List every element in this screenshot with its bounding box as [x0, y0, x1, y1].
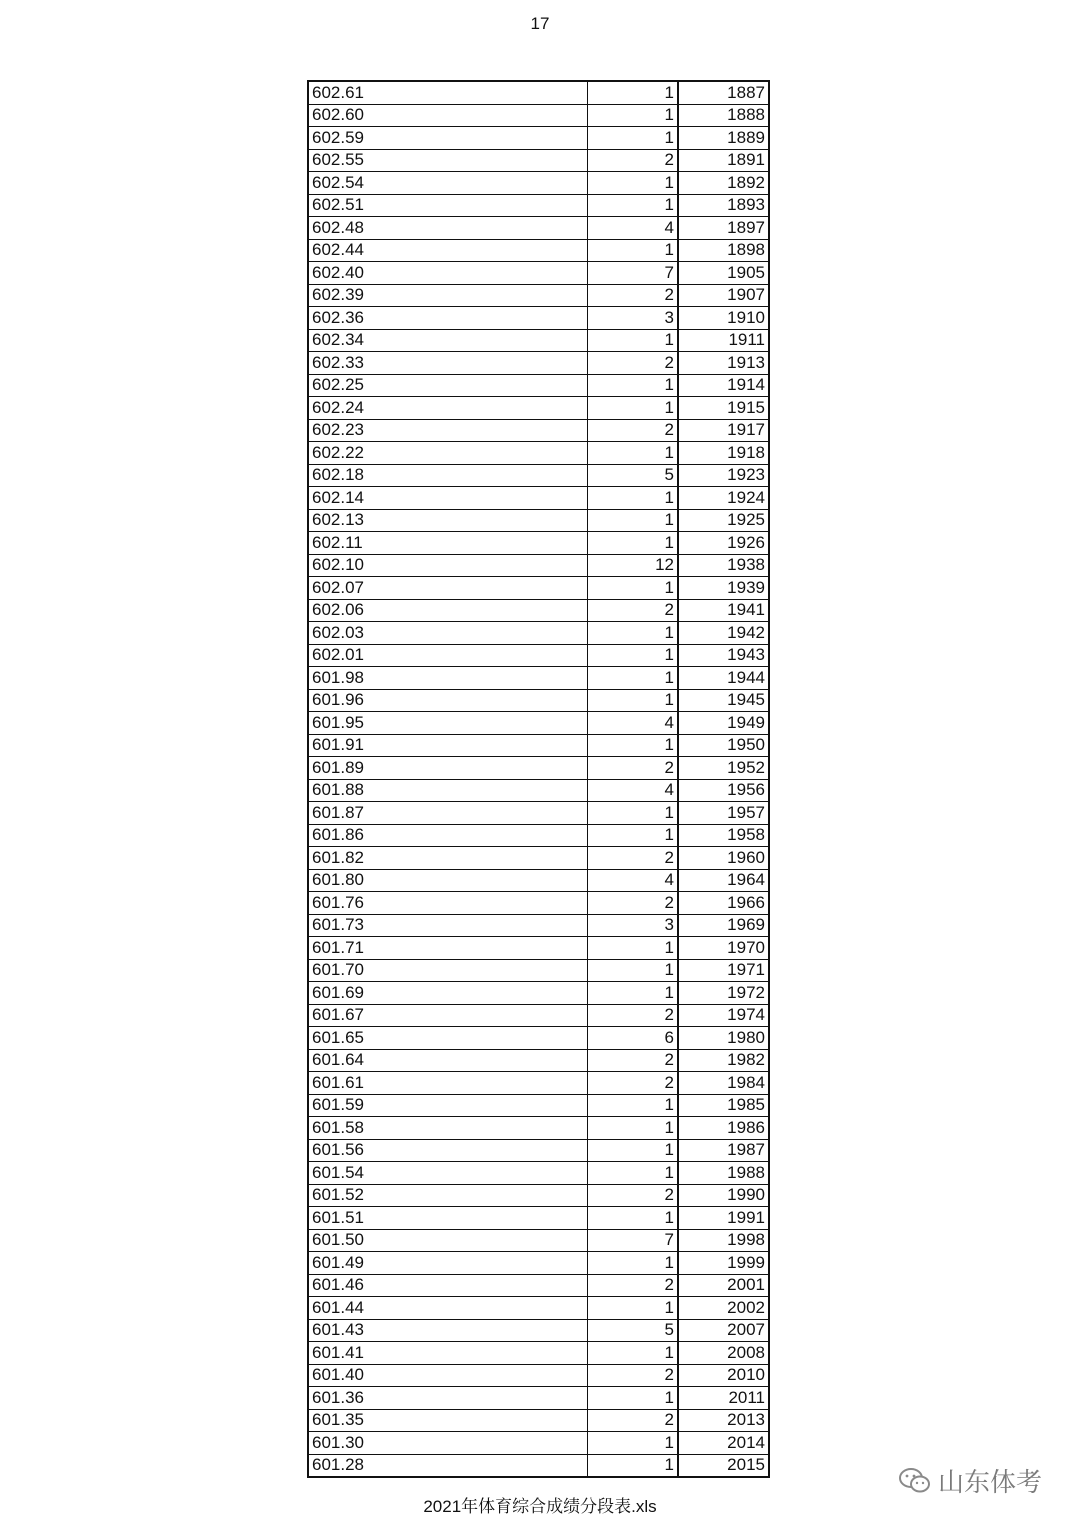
table-row: [308, 1252, 769, 1275]
cumulative-cell: 1980: [678, 1027, 769, 1050]
table-row: [308, 81, 769, 104]
cumulative-cell: 1958: [678, 824, 769, 847]
count-cell: 1: [587, 1139, 678, 1162]
count-cell: 1: [587, 1207, 678, 1230]
page-number: 17: [530, 14, 550, 33]
cumulative-cell: 1990: [678, 1184, 769, 1207]
cumulative-cell: 1985: [678, 1094, 769, 1117]
count-cell: 3: [587, 307, 678, 330]
score-cell: 601.82: [308, 847, 587, 870]
count-cell: 1: [587, 644, 678, 667]
count-cell: 1: [587, 374, 678, 397]
cumulative-cell: 2007: [678, 1319, 769, 1342]
cumulative-cell: 2002: [678, 1297, 769, 1320]
score-cell: 601.88: [308, 779, 587, 802]
cumulative-cell: 1887: [678, 81, 769, 104]
count-cell: 1: [587, 532, 678, 555]
score-cell: 601.91: [308, 734, 587, 757]
score-cell: 601.40: [308, 1364, 587, 1387]
table-row: [308, 284, 769, 307]
table-row: [308, 329, 769, 352]
score-cell: 601.71: [308, 937, 587, 960]
score-cell: 601.28: [308, 1454, 587, 1477]
score-cell: 601.50: [308, 1229, 587, 1252]
score-cell: 601.59: [308, 1094, 587, 1117]
cumulative-cell: 1888: [678, 104, 769, 127]
count-cell: 6: [587, 1027, 678, 1050]
table-row: [308, 712, 769, 735]
cumulative-cell: 1984: [678, 1072, 769, 1095]
cumulative-cell: 1999: [678, 1252, 769, 1275]
cumulative-cell: 1915: [678, 397, 769, 420]
cumulative-cell: 1970: [678, 937, 769, 960]
table-row: [308, 104, 769, 127]
score-cell: 601.56: [308, 1139, 587, 1162]
score-cell: 601.70: [308, 959, 587, 982]
score-cell: 601.96: [308, 689, 587, 712]
table-row: [308, 307, 769, 330]
table-row: [308, 1387, 769, 1410]
score-cell: 601.64: [308, 1049, 587, 1072]
cumulative-cell: 1974: [678, 1004, 769, 1027]
cumulative-cell: 1956: [678, 779, 769, 802]
count-cell: 3: [587, 914, 678, 937]
count-cell: 2: [587, 149, 678, 172]
count-cell: 1: [587, 689, 678, 712]
score-cell: 601.46: [308, 1274, 587, 1297]
table-row: [308, 397, 769, 420]
cumulative-cell: 1969: [678, 914, 769, 937]
cumulative-cell: 1971: [678, 959, 769, 982]
table-row: [308, 847, 769, 870]
cumulative-cell: 2014: [678, 1432, 769, 1455]
table-row: [308, 149, 769, 172]
table-row: [308, 1162, 769, 1185]
table-row: [308, 464, 769, 487]
count-cell: 2: [587, 284, 678, 307]
score-cell: 602.60: [308, 104, 587, 127]
score-cell: 601.61: [308, 1072, 587, 1095]
table-row: [308, 1072, 769, 1095]
count-cell: 1: [587, 81, 678, 104]
table-row: [308, 1342, 769, 1365]
cumulative-cell: 1988: [678, 1162, 769, 1185]
score-cell: 601.43: [308, 1319, 587, 1342]
table-row: [308, 1274, 769, 1297]
count-cell: 1: [587, 194, 678, 217]
cumulative-cell: 1917: [678, 419, 769, 442]
score-cell: 602.18: [308, 464, 587, 487]
count-cell: 7: [587, 262, 678, 285]
table-row: [308, 1364, 769, 1387]
cumulative-cell: 1910: [678, 307, 769, 330]
table-row: [308, 914, 769, 937]
score-cell: 601.65: [308, 1027, 587, 1050]
cumulative-cell: 1987: [678, 1139, 769, 1162]
count-cell: 1: [587, 397, 678, 420]
count-cell: 2: [587, 1184, 678, 1207]
score-cell: 602.33: [308, 352, 587, 375]
cumulative-cell: 1964: [678, 869, 769, 892]
count-cell: 4: [587, 712, 678, 735]
score-cell: 602.14: [308, 487, 587, 510]
count-cell: 1: [587, 667, 678, 690]
cumulative-cell: 2001: [678, 1274, 769, 1297]
score-cell: 601.73: [308, 914, 587, 937]
cumulative-cell: 1957: [678, 802, 769, 825]
cumulative-cell: 1952: [678, 757, 769, 780]
table-row: [308, 577, 769, 600]
table-row: [308, 1319, 769, 1342]
count-cell: 1: [587, 1094, 678, 1117]
count-cell: 7: [587, 1229, 678, 1252]
table-row: [308, 802, 769, 825]
count-cell: 2: [587, 1004, 678, 1027]
score-cell: 602.03: [308, 622, 587, 645]
count-cell: 4: [587, 779, 678, 802]
count-cell: 5: [587, 1319, 678, 1342]
count-cell: 1: [587, 442, 678, 465]
score-cell: 601.87: [308, 802, 587, 825]
table-row: [308, 869, 769, 892]
cumulative-cell: 1945: [678, 689, 769, 712]
table-row: [308, 374, 769, 397]
cumulative-cell: 1898: [678, 239, 769, 262]
count-cell: 2: [587, 847, 678, 870]
cumulative-cell: 1972: [678, 982, 769, 1005]
cumulative-cell: 1893: [678, 194, 769, 217]
table-row: [308, 239, 769, 262]
cumulative-cell: 2008: [678, 1342, 769, 1365]
table-row: [308, 779, 769, 802]
count-cell: 1: [587, 487, 678, 510]
table-row: [308, 217, 769, 240]
count-cell: 2: [587, 1364, 678, 1387]
score-cell: 601.89: [308, 757, 587, 780]
cumulative-cell: 2011: [678, 1387, 769, 1410]
table-row: [308, 194, 769, 217]
table-row: [308, 1207, 769, 1230]
table-row: [308, 487, 769, 510]
cumulative-cell: 1943: [678, 644, 769, 667]
count-cell: 4: [587, 869, 678, 892]
score-cell: 602.22: [308, 442, 587, 465]
table-row: [308, 262, 769, 285]
table-row: [308, 599, 769, 622]
cumulative-cell: 1986: [678, 1117, 769, 1140]
score-cell: 601.69: [308, 982, 587, 1005]
table-row: [308, 1004, 769, 1027]
cumulative-cell: 2013: [678, 1409, 769, 1432]
cumulative-cell: 1939: [678, 577, 769, 600]
score-cell: 601.52: [308, 1184, 587, 1207]
footer-filename: 2021年体育综合成绩分段表.xls: [423, 1497, 657, 1516]
count-cell: 1: [587, 1162, 678, 1185]
count-cell: 1: [587, 509, 678, 532]
count-cell: 1: [587, 1432, 678, 1455]
score-cell: 602.06: [308, 599, 587, 622]
score-cell: 601.44: [308, 1297, 587, 1320]
table-row: [308, 172, 769, 195]
table-row: [308, 1184, 769, 1207]
count-cell: 1: [587, 1342, 678, 1365]
score-cell: 601.36: [308, 1387, 587, 1410]
cumulative-cell: 1914: [678, 374, 769, 397]
cumulative-cell: 1982: [678, 1049, 769, 1072]
cumulative-cell: 1938: [678, 554, 769, 577]
count-cell: 5: [587, 464, 678, 487]
count-cell: 2: [587, 1072, 678, 1095]
table-row: [308, 1297, 769, 1320]
cumulative-cell: 1949: [678, 712, 769, 735]
score-cell: 601.76: [308, 892, 587, 915]
cumulative-cell: 1925: [678, 509, 769, 532]
count-cell: 1: [587, 577, 678, 600]
score-cell: 602.25: [308, 374, 587, 397]
score-cell: 602.55: [308, 149, 587, 172]
table-row: [308, 1432, 769, 1455]
count-cell: 1: [587, 1454, 678, 1477]
table-row: [308, 937, 769, 960]
watermark: [898, 1462, 1042, 1499]
count-cell: 1: [587, 622, 678, 645]
cumulative-cell: 1998: [678, 1229, 769, 1252]
count-cell: 1: [587, 1387, 678, 1410]
score-cell: 601.35: [308, 1409, 587, 1432]
table-row: [308, 1094, 769, 1117]
cumulative-cell: 1924: [678, 487, 769, 510]
score-cell: 602.34: [308, 329, 587, 352]
count-cell: 2: [587, 1274, 678, 1297]
cumulative-cell: 1911: [678, 329, 769, 352]
cumulative-cell: 1889: [678, 127, 769, 150]
count-cell: 2: [587, 599, 678, 622]
table-row: [308, 622, 769, 645]
table-row: [308, 982, 769, 1005]
count-cell: 1: [587, 1252, 678, 1275]
table-row: [308, 824, 769, 847]
table-row: [308, 1454, 769, 1477]
cumulative-cell: 1897: [678, 217, 769, 240]
score-cell: 602.40: [308, 262, 587, 285]
cumulative-cell: 1913: [678, 352, 769, 375]
cumulative-cell: 1891: [678, 149, 769, 172]
table-row: [308, 442, 769, 465]
score-cell: 602.36: [308, 307, 587, 330]
count-cell: 1: [587, 937, 678, 960]
table-row: [308, 892, 769, 915]
table-row: [308, 959, 769, 982]
cumulative-cell: 1942: [678, 622, 769, 645]
score-cell: 602.61: [308, 81, 587, 104]
count-cell: 1: [587, 127, 678, 150]
score-cell: 601.51: [308, 1207, 587, 1230]
count-cell: 2: [587, 352, 678, 375]
count-cell: 1: [587, 1117, 678, 1140]
score-cell: 601.54: [308, 1162, 587, 1185]
score-cell: 601.30: [308, 1432, 587, 1455]
score-cell: 602.51: [308, 194, 587, 217]
table-row: [308, 532, 769, 555]
score-cell: 602.23: [308, 419, 587, 442]
count-cell: 4: [587, 217, 678, 240]
table-row: [308, 1117, 769, 1140]
cumulative-cell: 1918: [678, 442, 769, 465]
count-cell: 2: [587, 757, 678, 780]
score-cell: 601.58: [308, 1117, 587, 1140]
count-cell: 1: [587, 172, 678, 195]
cumulative-cell: 1950: [678, 734, 769, 757]
table-row: [308, 554, 769, 577]
count-cell: 1: [587, 824, 678, 847]
cumulative-cell: 1966: [678, 892, 769, 915]
table-row: [308, 667, 769, 690]
score-distribution-table: [307, 80, 770, 1478]
count-cell: 2: [587, 419, 678, 442]
score-cell: 602.44: [308, 239, 587, 262]
cumulative-cell: 1926: [678, 532, 769, 555]
count-cell: 1: [587, 959, 678, 982]
table-row: [308, 1027, 769, 1050]
count-cell: 2: [587, 1049, 678, 1072]
score-cell: 601.67: [308, 1004, 587, 1027]
table-row: [308, 127, 769, 150]
cumulative-cell: 1923: [678, 464, 769, 487]
cumulative-cell: 2010: [678, 1364, 769, 1387]
table-row: [308, 1049, 769, 1072]
score-cell: 601.86: [308, 824, 587, 847]
score-cell: 601.49: [308, 1252, 587, 1275]
cumulative-cell: 2015: [678, 1454, 769, 1477]
cumulative-cell: 1944: [678, 667, 769, 690]
count-cell: 2: [587, 1409, 678, 1432]
score-cell: 601.41: [308, 1342, 587, 1365]
count-cell: 2: [587, 892, 678, 915]
count-cell: 1: [587, 1297, 678, 1320]
count-cell: 1: [587, 239, 678, 262]
table-row: [308, 352, 769, 375]
table-row: [308, 419, 769, 442]
count-cell: 1: [587, 982, 678, 1005]
score-cell: 602.59: [308, 127, 587, 150]
table-row: [308, 734, 769, 757]
table-row: [308, 1409, 769, 1432]
cumulative-cell: 1892: [678, 172, 769, 195]
table-row: [308, 644, 769, 667]
score-cell: 602.48: [308, 217, 587, 240]
cumulative-cell: 1907: [678, 284, 769, 307]
score-cell: 602.24: [308, 397, 587, 420]
score-cell: 602.39: [308, 284, 587, 307]
count-cell: 1: [587, 104, 678, 127]
cumulative-cell: 1991: [678, 1207, 769, 1230]
cumulative-cell: 1905: [678, 262, 769, 285]
score-cell: 602.13: [308, 509, 587, 532]
score-cell: 602.01: [308, 644, 587, 667]
score-cell: 601.98: [308, 667, 587, 690]
watermark-text: 山东体考: [938, 1467, 1043, 1497]
table-row: [308, 509, 769, 532]
table-row: [308, 689, 769, 712]
table-body: [308, 81, 769, 1477]
score-cell: 602.07: [308, 577, 587, 600]
cumulative-cell: 1941: [678, 599, 769, 622]
count-cell: 1: [587, 329, 678, 352]
score-cell: 601.95: [308, 712, 587, 735]
score-cell: 602.54: [308, 172, 587, 195]
wechat-icon: [898, 1466, 932, 1496]
score-cell: 602.11: [308, 532, 587, 555]
count-cell: 1: [587, 802, 678, 825]
score-cell: 601.80: [308, 869, 587, 892]
table-row: [308, 1139, 769, 1162]
count-cell: 12: [587, 554, 678, 577]
table-row: [308, 1229, 769, 1252]
count-cell: 1: [587, 734, 678, 757]
cumulative-cell: 1960: [678, 847, 769, 870]
score-cell: 602.10: [308, 554, 587, 577]
table-row: [308, 757, 769, 780]
